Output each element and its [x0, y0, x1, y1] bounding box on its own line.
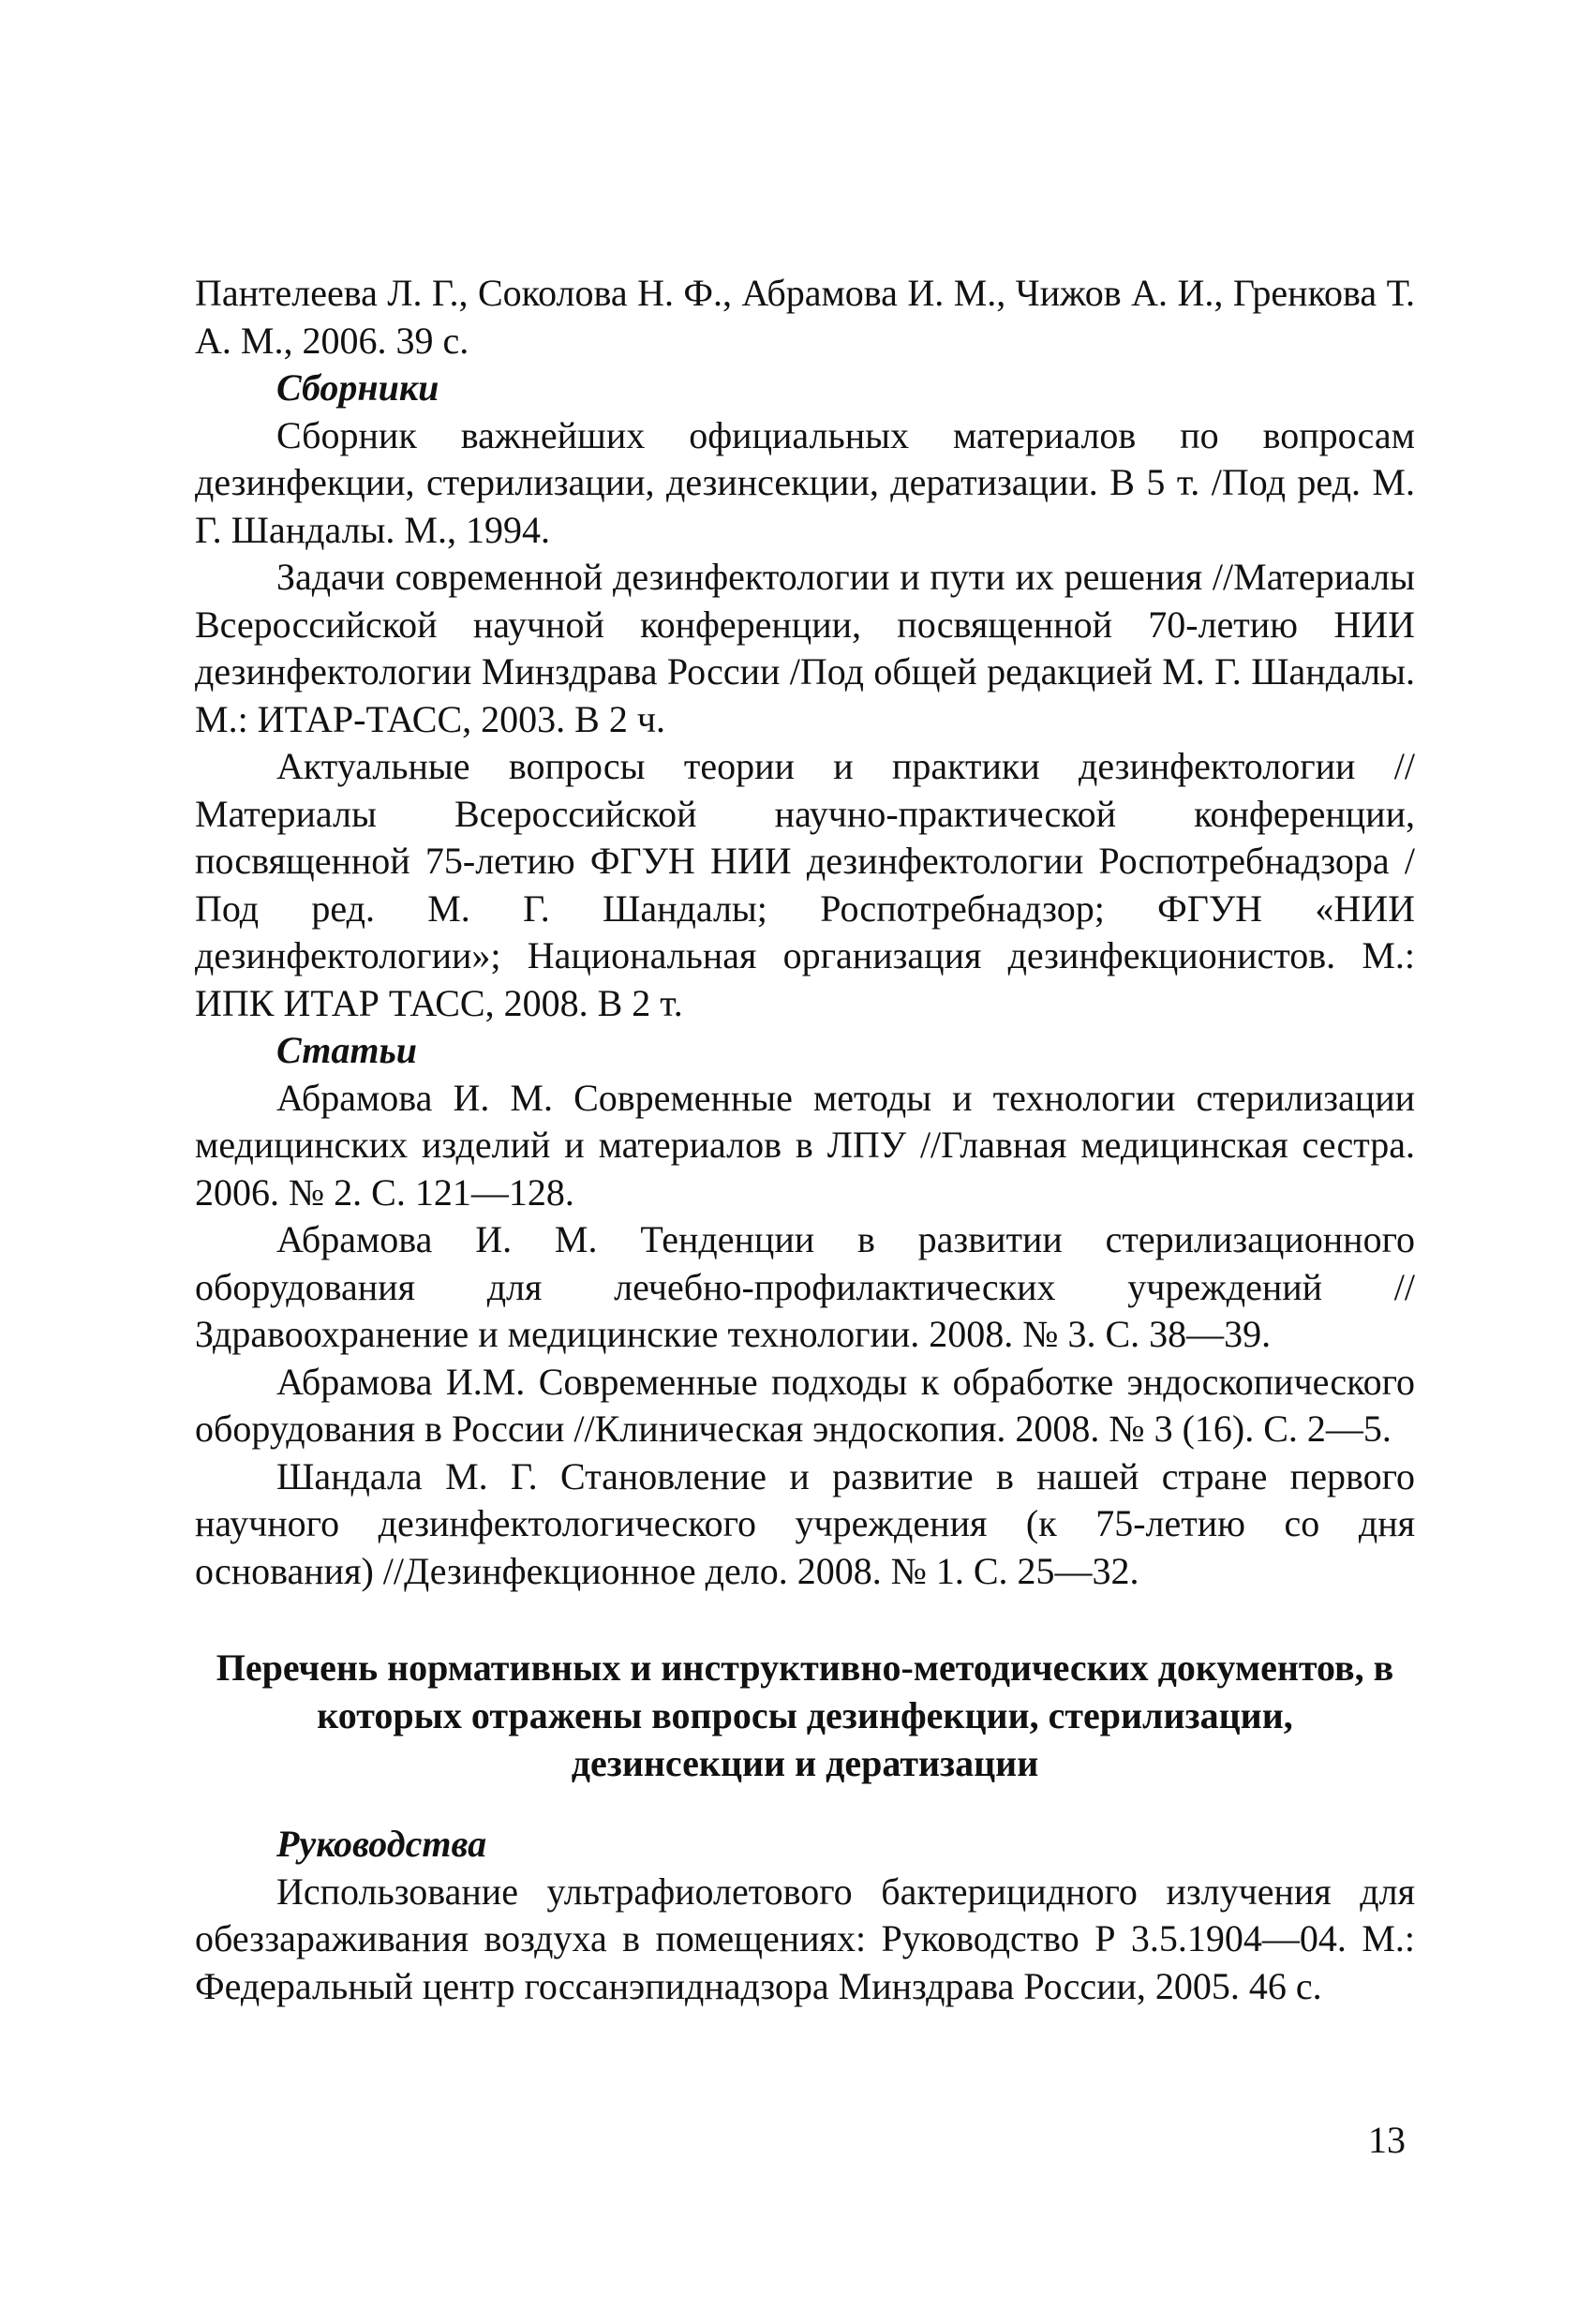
article-entry: Абрамова И.М. Современные подходы к обработке эндоскопического оборудования в России //Клиническая эндоскопия. 2008. № 3 (16). С. 2—5.	[195, 1360, 1415, 1450]
guide-entry: Использование ультрафиолетового бактерицидного излучения для обеззараживания воздуха в помещениях: Руководство Р 3.5.1904—04. М.: Федеральный центр госсанэпиднадзора Минздрава России, 2005. 46 с.	[195, 1870, 1415, 2007]
guides-heading: Руководства	[276, 1823, 487, 1865]
page-body	[195, 270, 1415, 2010]
collections-heading: Сборники	[276, 366, 439, 409]
articles-heading: Статьи	[276, 1029, 417, 1071]
collection-entry: Актуальные вопросы теории и практики дезинфектологии //Материалы Всероссийской научно-практической конференции, посвященной 75-летию ФГУН НИИ дезинфектологии Роспотребнадзора /Под ред. М. Г. Шандалы; Роспотребнадзор; ФГУН «НИИ дезинфектологии»; Национальная организация дезинфекционистов. М.: ИПК ИТАР ТАСС, 2008. В 2 т.	[195, 745, 1415, 1024]
collection-entry: Задачи современной дезинфектологии и пути их решения //Материалы Всероссийской научной конференции, посвященной 70-летию НИИ дезинфектологии Минздрава России /Под общей редакцией М. Г. Шандалы. М.: ИТАР-ТАСС, 2003. В 2 ч.	[195, 556, 1415, 740]
collection-entry: Сборник важнейших официальных материалов по вопросам дезинфекции, стерилизации, дезинсекции, дератизации. В 5 т. /Под ред. М. Г. Шандалы. М., 1994.	[195, 413, 1415, 551]
page-number: 13	[1368, 2119, 1406, 2161]
article-entry: Шандала М. Г. Становление и развитие в нашей стране первого научного дезинфектологического учреждения (к 75-летию со дня основания) //Дезинфекционное дело. 2008. № 1. С. 25—32.	[195, 1454, 1415, 1592]
continuation-entry: Пантелеева Л. Г., Соколова Н. Ф., Абрамова И. М., Чижов А. И., Гренкова Т. А. М., 2006. 39 с.	[195, 272, 1415, 362]
article-entry: Абрамова И. М. Тенденции в развитии стерилизационного оборудования для лечебно-профилактических учреждений //Здравоохранение и медицинские технологии. 2008. № 3. С. 38—39.	[195, 1218, 1415, 1355]
article-entry: Абрамова И. М. Современные методы и технологии стерилизации медицинских изделий и материалов в ЛПУ //Главная медицинская сестра. 2006. № 2. С. 121—128.	[195, 1076, 1415, 1214]
section-title: Перечень нормативных и инструктивно-методических документов, в которых отражены вопросы дезинфекции, стерилизации, дезинсекции и дератизации	[216, 1646, 1394, 1784]
